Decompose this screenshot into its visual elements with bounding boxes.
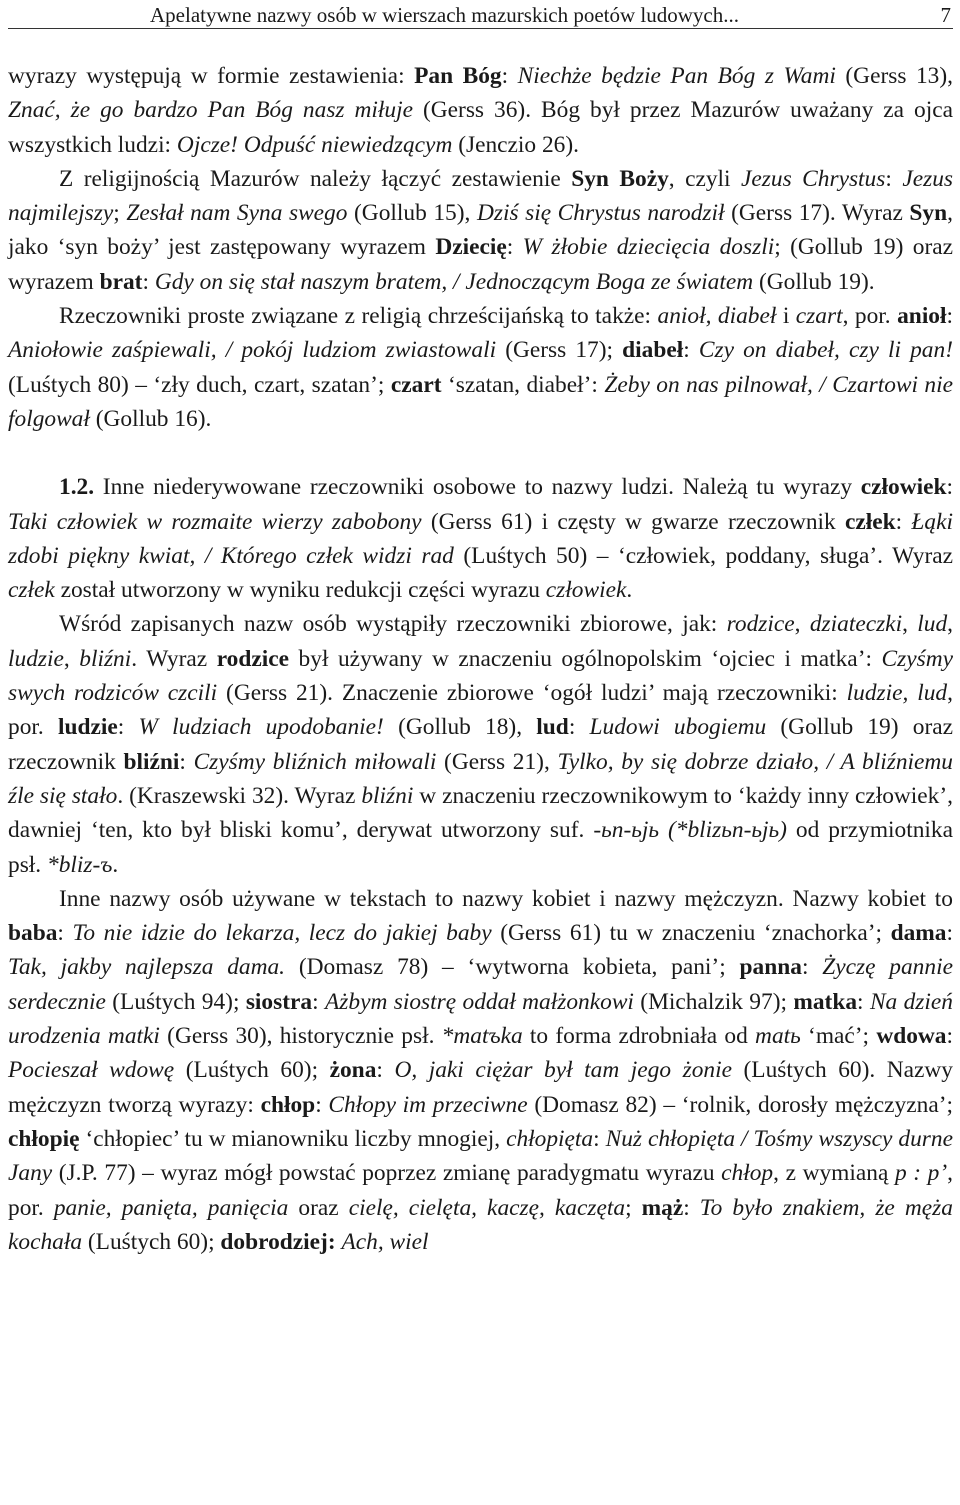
italic-quote: bliźni bbox=[79, 645, 132, 672]
text-run: (Gerss 61) tu w znaczeniu ‘znachorka’; bbox=[491, 920, 891, 947]
bold-term: panna bbox=[739, 954, 802, 981]
italic-quote: Czyśmy bliźnich miłowali bbox=[193, 748, 437, 775]
text-run: . bbox=[626, 577, 633, 604]
running-head bbox=[8, 0, 953, 29]
page-number: 7 bbox=[940, 3, 951, 27]
bold-term: Pan Bóg bbox=[414, 63, 502, 89]
text-run: (Gerss 30), historycznie psł. bbox=[159, 1023, 442, 1050]
text-run: (Gollub 18), bbox=[383, 714, 537, 741]
body-text bbox=[8, 59, 953, 1259]
italic-quote: panie, panięta, panięcia bbox=[53, 1194, 289, 1221]
text-run: (Gollub 19). bbox=[753, 268, 875, 295]
bold-term: ludzie bbox=[57, 714, 118, 741]
italic-quote: -ьn-ьjь (*blizьn-ьjь) bbox=[593, 817, 787, 844]
paragraph bbox=[8, 59, 953, 162]
italic-quote: Znać, że go bardzo Pan Bóg nasz miłuje bbox=[8, 97, 413, 124]
italic-quote: O, jaki ciężar był tam jego żonie bbox=[394, 1057, 732, 1084]
italic-quote: Chłopy im przeciwne bbox=[328, 1091, 528, 1118]
text-run: : bbox=[683, 337, 699, 364]
bold-term: dobrodziej: bbox=[220, 1228, 336, 1255]
bold-term: lud bbox=[536, 714, 569, 741]
italic-quote: Żeby on nas pilnował, / Czartowi nie folgował bbox=[8, 371, 954, 432]
italic-quote: W ludziach upodobanie! bbox=[138, 714, 384, 741]
text-run: . Wyraz bbox=[131, 645, 217, 672]
text-run: : bbox=[57, 920, 73, 947]
italic-quote: Aniołowie zaśpiewali, / pokój ludziom zwiastowali bbox=[8, 337, 497, 364]
text-run: . bbox=[112, 851, 119, 878]
bold-term: diabeł bbox=[622, 337, 684, 364]
text-run: i bbox=[776, 303, 796, 330]
italic-quote: Jezus najmilejszy bbox=[8, 165, 953, 227]
italic-quote: Ach, wiel bbox=[341, 1228, 429, 1255]
text-run: : bbox=[946, 474, 953, 501]
bold-term: 1.2. bbox=[59, 474, 95, 501]
text-run: , czyli bbox=[668, 165, 742, 192]
paragraph bbox=[8, 607, 953, 881]
paragraph bbox=[8, 162, 953, 299]
text-run: : bbox=[895, 508, 912, 535]
text-run: , jako ‘syn boży’ jest zastępowany wyrazem bbox=[8, 200, 953, 261]
text-run: : bbox=[568, 714, 590, 741]
bold-term: bliźni bbox=[123, 748, 180, 775]
bold-term: Syn bbox=[909, 200, 948, 227]
text-run: : bbox=[946, 303, 954, 330]
italic-quote: chłop bbox=[721, 1160, 774, 1187]
text-run: (Gerss 17). Wyraz bbox=[724, 200, 910, 227]
bold-term: człek bbox=[845, 508, 896, 535]
text-run: , bbox=[63, 645, 80, 672]
italic-quote: rodzice bbox=[726, 611, 795, 638]
text-run: od przymiotnika psł. bbox=[8, 817, 953, 878]
italic-quote: *bliz-ъ bbox=[47, 851, 113, 878]
text-run: (Gerss 13), bbox=[835, 63, 953, 89]
text-run: (Domasz 82) – ‘rolnik, dorosły mężczyzna’; bbox=[527, 1091, 953, 1118]
paragraph bbox=[8, 470, 953, 607]
text-run: , por. bbox=[8, 1160, 953, 1221]
bold-term: anioł bbox=[897, 303, 947, 330]
bold-term: człowiek bbox=[860, 474, 947, 501]
bold-term: dama bbox=[890, 920, 947, 947]
text-run: : bbox=[593, 1125, 606, 1152]
italic-quote: Nuż chłopięta / Tośmy wszyscy durne Jany bbox=[8, 1125, 953, 1187]
italic-quote: chłopięta bbox=[506, 1125, 594, 1152]
italic-quote: Tylko, by się dobrze działo, / A bliźniemu źle się stało bbox=[8, 748, 953, 809]
italic-quote: To nie idzie do lekarza, lecz do jakiej baby bbox=[72, 920, 492, 947]
text-run: Inne nazwy osób używane w tekstach to nazwy kobiet i nazwy mężczyzn. Nazwy kobiet to bbox=[59, 885, 953, 912]
text-run: (Gollub 19) oraz rzeczownik bbox=[8, 714, 953, 775]
text-run: (Domasz 78) – ‘wytworna kobieta, pani’; bbox=[285, 954, 740, 981]
italic-quote: cielę, cielęta, kaczę, kaczęta bbox=[348, 1194, 626, 1221]
text-run: . (Kraszewski 32). Wyraz bbox=[117, 782, 362, 809]
text-run: : bbox=[801, 954, 823, 981]
text-run: , bbox=[947, 611, 954, 638]
text-run: był używany w znaczeniu ogólnopolskim ‘ojciec i matka’: bbox=[289, 645, 882, 672]
text-run: : bbox=[117, 714, 139, 741]
italic-quote: Ażbym siostrę oddał małżonkowi bbox=[325, 988, 634, 1015]
italic-quote: Niechże będzie Pan Bóg z Wami bbox=[517, 63, 836, 89]
italic-quote: matь bbox=[755, 1023, 801, 1050]
italic-quote: Czy on diabeł, czy li pan! bbox=[698, 337, 953, 364]
paragraph bbox=[8, 299, 953, 436]
text-run: , por. bbox=[842, 303, 898, 330]
italic-quote: bliźni bbox=[361, 782, 414, 809]
text-run: (Michalzik 97); bbox=[633, 988, 794, 1015]
italic-quote: Życzę pannie serdecznie bbox=[8, 954, 953, 1015]
italic-quote: czart bbox=[795, 303, 843, 330]
text-run: ‘chłopiec’ tu w mianowniku liczby mnogiej, bbox=[79, 1125, 507, 1152]
text-run: : bbox=[506, 234, 523, 261]
text-run: to forma zdrobniała od bbox=[522, 1023, 756, 1050]
text-run: : bbox=[946, 920, 953, 947]
text-run: (Gollub 15), bbox=[347, 200, 477, 227]
text-run: : bbox=[683, 1194, 700, 1221]
bold-term: chłop bbox=[260, 1091, 316, 1118]
text-run: Z religijnością Mazurów należy łączyć zestawienie bbox=[59, 165, 572, 192]
text-run: : bbox=[946, 1023, 953, 1050]
bold-term: baba bbox=[8, 920, 58, 947]
bold-term: wdowa bbox=[876, 1023, 947, 1050]
italic-quote: człek bbox=[8, 577, 55, 604]
bold-term: chłopię bbox=[8, 1125, 80, 1152]
text-run: (Gollub 16). bbox=[89, 405, 212, 432]
text-run: ; bbox=[625, 1194, 642, 1221]
text-run: ‘mać’; bbox=[800, 1023, 877, 1050]
italic-quote: Tak, jakby najlepsza dama. bbox=[8, 954, 286, 981]
text-run: ; (Gollub 19) oraz wyrazem bbox=[8, 234, 954, 295]
text-run: (Luśtych 94); bbox=[105, 988, 246, 1015]
bold-term: matka bbox=[793, 988, 858, 1015]
italic-quote: Ojcze! Odpuść niewiedzącym bbox=[176, 131, 453, 158]
text-run: : bbox=[376, 1057, 395, 1084]
text-run: : bbox=[142, 268, 155, 295]
text-run: : bbox=[179, 748, 194, 775]
text-run: Inne niederywowane rzeczowniki osobowe to nazwy ludzi. Należą tu wyrazy bbox=[94, 474, 861, 501]
text-run: (Luśtych 60); bbox=[174, 1057, 330, 1084]
text-run: : bbox=[857, 988, 870, 1015]
text-run: (Luśtych 60); bbox=[82, 1228, 221, 1255]
bold-term: żona bbox=[329, 1057, 377, 1084]
text-run: (Jenczio 26). bbox=[452, 131, 579, 158]
italic-quote: p : p’ bbox=[894, 1160, 948, 1187]
text-run: został utworzony w wyniku redukcji części wyrazu bbox=[54, 577, 546, 604]
text-run: (Gerss 61) i częsty w gwarze rzeczownik bbox=[421, 508, 845, 535]
text-run: ‘szatan, diabeł’: bbox=[441, 371, 605, 398]
text-run: : bbox=[885, 165, 903, 192]
italic-quote: Dziś się Chrystus narodził bbox=[476, 200, 725, 227]
text-run: : bbox=[312, 988, 325, 1015]
text-run: ; bbox=[113, 200, 127, 227]
italic-quote: Pocieszał wdowę bbox=[8, 1057, 175, 1084]
text-run: (Luśtych 60). Nazwy mężczyzn tworzą wyrazy: bbox=[8, 1057, 953, 1118]
italic-quote: ludzie bbox=[8, 645, 64, 672]
bold-term: Dziecię bbox=[435, 234, 507, 261]
bold-term: rodzice bbox=[216, 645, 290, 672]
text-run: (Luśtych 50) – ‘człowiek, poddany, sługa’. Wyraz bbox=[453, 542, 953, 569]
text-run: Wśród zapisanych nazw osób wystąpiły rzeczowniki zbiorowe, jak: bbox=[59, 611, 727, 638]
running-head-title: Apelatywne nazwy osób w wierszach mazurskich poetów ludowych... bbox=[150, 3, 739, 27]
text-run: , bbox=[902, 611, 918, 638]
bold-term: czart bbox=[390, 371, 442, 398]
italic-quote: anioł, diabeł bbox=[657, 303, 777, 330]
text-run: (Gerss 17); bbox=[496, 337, 623, 364]
text-run: (J.P. 77) – wyraz mógł powstać poprzez zmianę paradygmatu wyrazu bbox=[52, 1160, 722, 1187]
italic-quote: dziateczki bbox=[809, 611, 903, 638]
italic-quote: Zesłał nam Syna swego bbox=[126, 200, 348, 227]
text-run: , bbox=[794, 611, 810, 638]
italic-quote: Na dzień urodzenia matki bbox=[8, 988, 953, 1050]
text-run: , z wymianą bbox=[773, 1160, 895, 1187]
bold-term: brat bbox=[99, 268, 143, 295]
italic-quote: Ludowi ubogiemu bbox=[589, 714, 767, 741]
paragraph bbox=[8, 882, 953, 1259]
text-run: (Gerss 21). Znaczenie zbiorowe ‘ogół ludzi’ mają rzeczowniki: bbox=[217, 680, 847, 707]
italic-quote: człowiek bbox=[545, 577, 627, 604]
bold-term: mąż bbox=[641, 1194, 684, 1221]
text-run: wyrazy występują w formie zestawienia: bbox=[8, 63, 415, 89]
bold-term: siostra bbox=[245, 988, 313, 1015]
italic-quote: Taki człowiek w rozmaite wierzy zabobony bbox=[8, 508, 422, 535]
text-run: oraz bbox=[288, 1194, 349, 1221]
text-run: : bbox=[501, 63, 518, 89]
italic-quote: *matъka bbox=[441, 1023, 523, 1050]
text-run: (Gerss 36). Bóg był przez Mazurów uważany za ojca wszystkich ludzi: bbox=[8, 97, 953, 158]
italic-quote: Jezus Chrystus bbox=[741, 165, 886, 192]
text-run: , por. bbox=[8, 680, 953, 741]
text-run: (Luśtych 80) – ‘zły duch, czart, szatan’; bbox=[8, 371, 391, 398]
text-run: : bbox=[315, 1091, 329, 1118]
text-run: Rzeczowniki proste związane z religią chrześcijańską to także: bbox=[59, 303, 658, 330]
italic-quote: Gdy on się stał naszym bratem, / Jednoczącym Boga ze światem bbox=[154, 268, 754, 295]
bold-term: Syn Boży bbox=[571, 165, 669, 192]
italic-quote: ludzie, lud bbox=[846, 680, 948, 707]
italic-quote: W żłobie dziecięcia doszli bbox=[522, 234, 775, 261]
italic-quote: Czyśmy swych rodziców czcili bbox=[8, 645, 953, 707]
text-run: (Gerss 21), bbox=[436, 748, 558, 775]
italic-quote: Łąki zdobi piękny kwiat, / Którego człek widzi rad bbox=[8, 508, 954, 569]
italic-quote: To było znakiem, że męża kochała bbox=[8, 1194, 953, 1255]
italic-quote: lud bbox=[917, 611, 948, 638]
text-run: w znaczeniu rzeczownikowym to ‘każdy inny człowiek’, dawniej ‘ten, kto był bliski komu’, derywat utworzony suf. bbox=[8, 782, 954, 844]
